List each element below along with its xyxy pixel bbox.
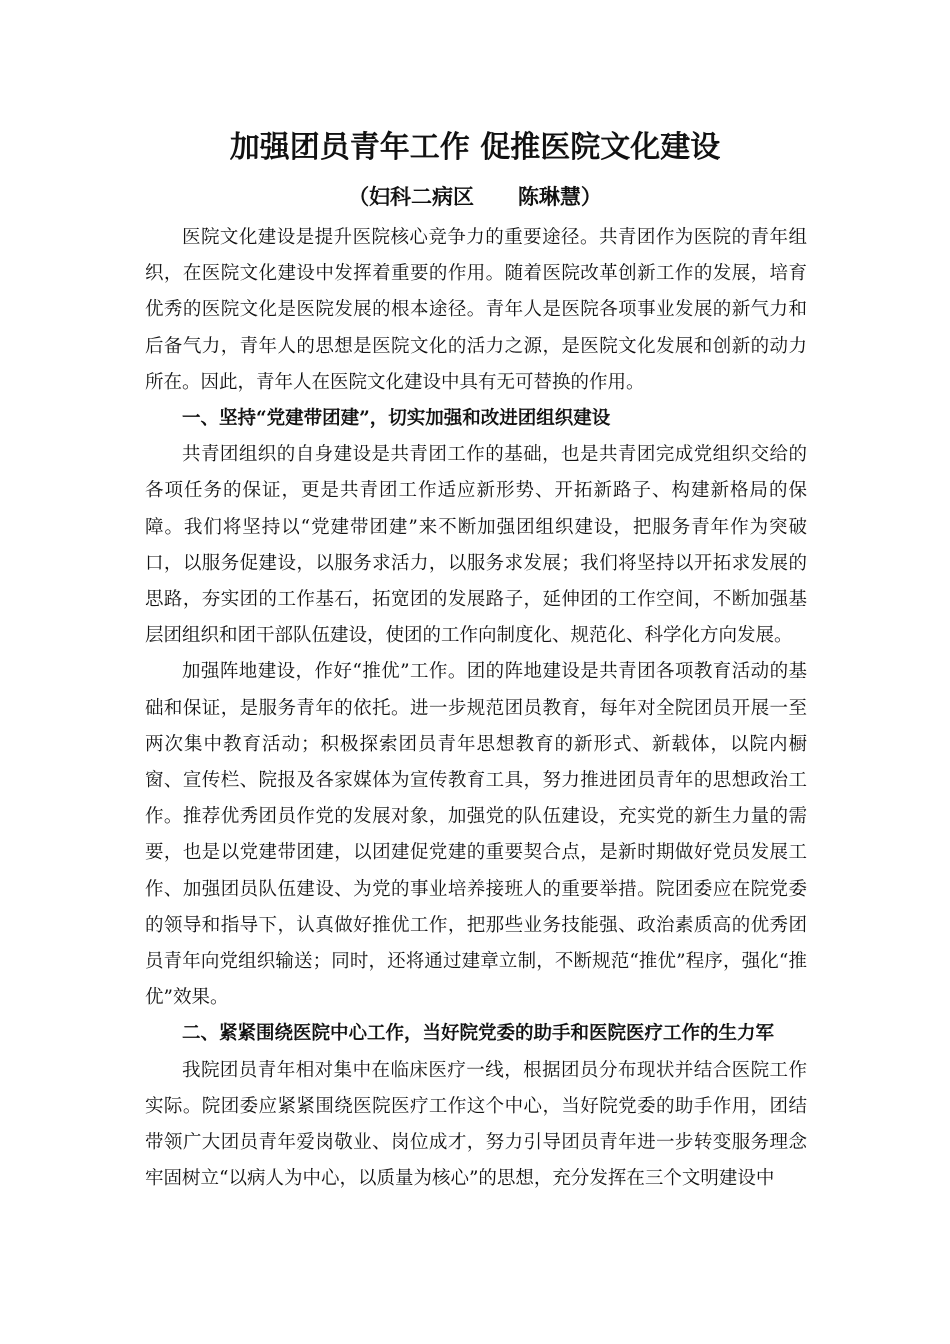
paragraph-section1-b: 加强阵地建设，作好“推优”工作。团的阵地建设是共青团各项教育活动的基础和保证，是服务青年的依托。进一步规范团员教育，每年对全院团员开展一至两次集中教育活动；积极探索团员青年思想教育的新形式、新载体，以院内橱窗、宣传栏、院报及各家媒体为宣传教育工具，努力推进团员青年的思想政治工作。推荐优秀团员作党的发展对象，加强党的队伍建设，充实党的新生力量的需要，也是以党建带团建，以团建促党建的重要契合点，是新时期做好党员发展工作、加强团员队伍建设、为党的事业培养接班人的重要举措。院团委应在院党委的领导和指导下，认真做好推优工作，把那些业务技能强、政治素质高的优秀团员青年向党组织输送；同时，还将通过建章立制，不断规范“推优”程序，强化“推优”效果。 (145, 661, 807, 1009)
document-body (145, 220, 807, 1197)
section-heading-2: 二、紧紧围绕医院中心工作，当好院党委的助手和医院医疗工作的生力军 (182, 1023, 775, 1045)
document-title: 加强团员青年工作 促推医院文化建设 (229, 130, 721, 165)
paragraph-section2-a: 我院团员青年相对集中在临床医疗一线，根据团员分布现状并结合医院工作实际。院团委应紧紧围绕医院医疗工作这个中心，当好院党委的助手作用，团结带领广大团员青年爱岗敬业、岗位成才，努力引导团员青年进一步转变服务理念牢固树立“以病人为中心，以质量为核心”的思想，充分发挥在三个文明建设中 (145, 1059, 807, 1190)
paragraph-section1-a: 共青团组织的自身建设是共青团工作的基础，也是共青团完成党组织交给的各项任务的保证，更是共青团工作适应新形势、开拓新路子、构建新格局的保障。我们将坚持以“党建带团建”来不断加强团组织建设，把服务青年作为突破口，以服务促建设，以服务求活力，以服务求发展；我们将坚持以开拓求发展的思路，夯实团的工作基石，拓宽团的发展路子，延伸团的工作空间，不断加强基层团组织和团干部队伍建设，使团的工作向制度化、规范化、科学化方向发展。 (145, 444, 807, 647)
paragraph-intro: 医院文化建设是提升医院核心竞争力的重要途径。共青团作为医院的青年组织，在医院文化建设中发挥着重要的作用。随着医院改革创新工作的发展，培育优秀的医院文化是医院发展的根本途径。青年人是医院各项事业发展的新气力和后备气力，青年人的思想是医院文化的活力之源，是医院文化发展和创新的动力所在。因此，青年人在医院文化建设中具有无可替换的作用。 (145, 227, 807, 393)
document-byline: （妇科二病区 陈琳慧） (348, 184, 602, 209)
section-heading-1: 一、坚持“党建带团建”，切实加强和改进团组织建设 (182, 408, 611, 430)
